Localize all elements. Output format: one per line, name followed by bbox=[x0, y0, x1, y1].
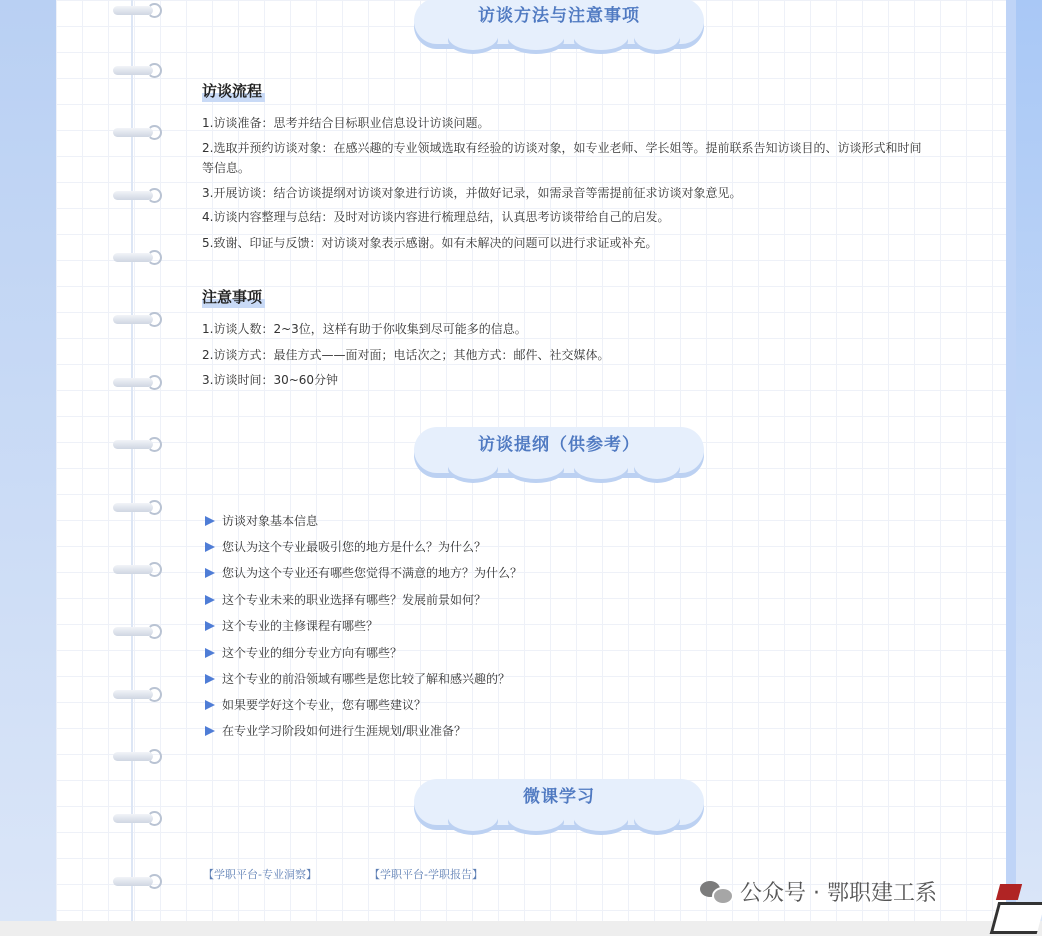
page-edge bbox=[1006, 0, 1016, 921]
notes-heading: 注意事项 bbox=[202, 286, 265, 308]
watermark bbox=[700, 876, 937, 912]
list-item-text: 如果要学好这个专业，您有哪些建议？ bbox=[222, 698, 427, 712]
watermark-text: 公众号 · 鄂职建工系 bbox=[740, 881, 937, 906]
binder-ring bbox=[113, 562, 163, 578]
list-item bbox=[205, 512, 318, 530]
binder-ring bbox=[113, 250, 163, 266]
list-item-text: 这个专业的细分专业方向有哪些？ bbox=[222, 646, 403, 660]
binder-ring bbox=[113, 687, 163, 703]
binder-ring bbox=[113, 437, 163, 453]
list-item bbox=[205, 617, 378, 635]
list-item-text: 您认为这个专业最吸引您的地方是什么？为什么？ bbox=[222, 540, 487, 554]
binder-ring bbox=[113, 500, 163, 516]
process-item: 3.开展访谈：结合访谈提纲对访谈对象进行访谈，并做好记录，如需录音等需提前征求访谈对象意见。 bbox=[202, 186, 742, 200]
binder-ring bbox=[113, 811, 163, 827]
list-item bbox=[205, 722, 466, 740]
list-item bbox=[205, 670, 510, 688]
section-title-cloud bbox=[408, 425, 710, 479]
process-item: 4.访谈内容整理与总结：及时对访谈内容进行梳理总结，认真思考访谈带给自己的启发。 bbox=[202, 210, 670, 224]
triangle-bullet-icon bbox=[205, 595, 215, 605]
list-item bbox=[205, 644, 402, 662]
notes-item: 1.访谈人数：2~3位，这样有助于你收集到尽可能多的信息。 bbox=[202, 322, 527, 336]
triangle-bullet-icon bbox=[205, 648, 215, 658]
list-item bbox=[205, 696, 426, 714]
list-item bbox=[205, 591, 486, 609]
list-item-text: 访谈对象基本信息 bbox=[222, 514, 319, 528]
list-item-text: 这个专业的前沿领域有哪些是您比较了解和感兴趣的？ bbox=[222, 672, 511, 686]
left-background bbox=[0, 0, 56, 936]
triangle-bullet-icon bbox=[205, 568, 215, 578]
notes-item: 3.访谈时间：30~60分钟 bbox=[202, 373, 339, 387]
section-title-cloud bbox=[408, 777, 710, 831]
binder-ring bbox=[113, 3, 163, 19]
process-item: 5.致谢、印证与反馈：对访谈对象表示感谢。如有未解决的问题可以进行求证或补充。 bbox=[202, 236, 658, 250]
process-heading: 访谈流程 bbox=[202, 80, 265, 102]
section-title: 访谈方法与注意事项 bbox=[478, 6, 640, 26]
link-career-report[interactable]: 【学职平台-学职报告】 bbox=[369, 868, 483, 881]
binder-ring bbox=[113, 375, 163, 391]
triangle-bullet-icon bbox=[205, 516, 215, 526]
notes-item: 2.访谈方式：最佳方式——面对面；电话次之；其他方式：邮件、社交媒体。 bbox=[202, 348, 610, 362]
link-major-insight[interactable]: 【学职平台-专业洞察】 bbox=[203, 868, 317, 881]
section-title: 微课学习 bbox=[523, 787, 595, 807]
binder-ring bbox=[113, 874, 163, 890]
right-background bbox=[1014, 0, 1042, 936]
list-item-text: 这个专业的主修课程有哪些？ bbox=[222, 619, 379, 633]
list-item bbox=[205, 538, 486, 556]
triangle-bullet-icon bbox=[205, 726, 215, 736]
section-title: 访谈提纲（供参考） bbox=[478, 435, 640, 455]
list-item bbox=[205, 564, 522, 582]
brand-logo-icon bbox=[994, 884, 1040, 930]
section-title-cloud bbox=[408, 0, 710, 50]
list-item-text: 您认为这个专业还有哪些您觉得不满意的地方？为什么？ bbox=[222, 566, 523, 580]
triangle-bullet-icon bbox=[205, 700, 215, 710]
process-item: 1.访谈准备：思考并结合目标职业信息设计访谈问题。 bbox=[202, 116, 490, 130]
process-item: 2.选取并预约访谈对象：在感兴趣的专业领域选取有经验的访谈对象，如专业老师、学长姐等。提前联系告知访谈目的、访谈形式和时间等信息。 bbox=[202, 141, 922, 175]
binder-ring bbox=[113, 125, 163, 141]
list-item-text: 在专业学习阶段如何进行生涯规划/职业准备？ bbox=[222, 724, 467, 738]
binder-ring bbox=[113, 63, 163, 79]
binder-ring bbox=[113, 749, 163, 765]
list-item-text: 这个专业未来的职业选择有哪些？发展前景如何？ bbox=[222, 593, 487, 607]
triangle-bullet-icon bbox=[205, 674, 215, 684]
triangle-bullet-icon bbox=[205, 621, 215, 631]
bottom-background bbox=[0, 921, 1042, 936]
binder-ring bbox=[113, 624, 163, 640]
triangle-bullet-icon bbox=[205, 542, 215, 552]
binder-ring bbox=[113, 312, 163, 328]
wechat-icon bbox=[700, 881, 734, 903]
binder-ring bbox=[113, 188, 163, 204]
